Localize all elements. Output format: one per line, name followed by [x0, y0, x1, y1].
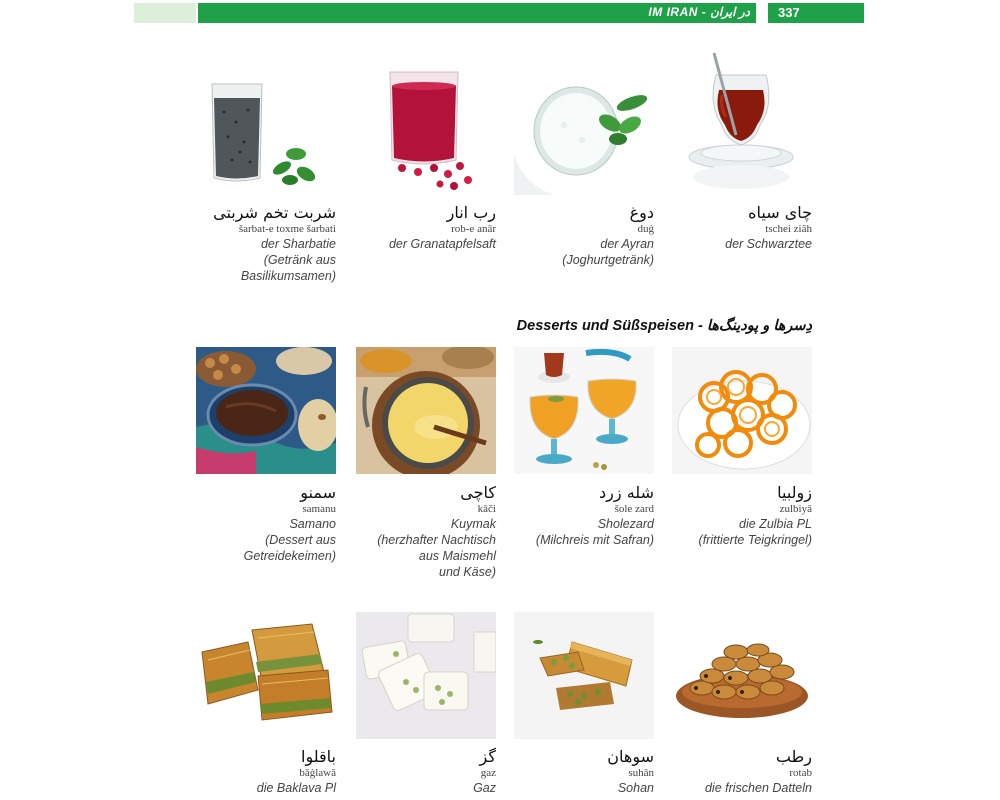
dessert-de-label: Kuymak (herzhafter Nachtisch aus Maismehl und Käse) [377, 517, 496, 579]
dessert-card-sohan [514, 748, 654, 796]
dessert-card-zulbia [672, 484, 812, 548]
drink-transliteration: tschei ziâh [765, 223, 812, 235]
dessert-de-label: die Baklava Pl [256, 781, 336, 795]
dessert-fa-label: رطب [775, 747, 812, 766]
kachi-image [356, 347, 496, 474]
drink-de-label: der Schwarztee [725, 237, 812, 251]
dessert-card-sholezard [514, 484, 654, 548]
dessert-transliteration: gaz [480, 767, 496, 779]
dessert-card-kachi [356, 484, 496, 580]
dessert-card-baklava [196, 748, 336, 796]
drink-de-label: der Ayran (Joghurtgetränk) [562, 237, 654, 267]
dessert-card-gaz [356, 748, 496, 796]
dessert-transliteration: kāči [477, 503, 496, 515]
samanu-image [196, 347, 336, 474]
dessert-transliteration: samanu [302, 503, 336, 515]
dessert-fa-label: سوهان [607, 747, 654, 766]
drink-fa-label: چای سیاه [748, 203, 812, 222]
dessert-fa-label: زولبیا [777, 483, 812, 502]
sohan-image [514, 612, 654, 739]
drink-fa-label: رب انار [446, 203, 496, 222]
dessert-fa-label: شله زرد [599, 483, 654, 502]
drink-card-doogh [514, 204, 654, 268]
gaz-image [356, 612, 496, 739]
dessert-transliteration: šole zard [614, 503, 654, 515]
drink-card-black-tea [672, 204, 812, 252]
header-title: IM IRAN - در ایران [648, 5, 750, 19]
dessert-transliteration: rotab [789, 767, 812, 779]
drink-de-label: der Sharbatie (Getränk aus Basilikumsamen) [240, 237, 336, 283]
dessert-fa-label: کاچی [460, 483, 496, 502]
dessert-fa-label: سمنو [300, 483, 336, 502]
drink-transliteration: rob-e anār [451, 223, 496, 235]
drink-card-sharbatie [196, 204, 336, 284]
drink-de-label: der Granatapfelsaft [388, 237, 496, 251]
dessert-de-label: Samano (Dessert aus Getreidekeimen) [243, 517, 336, 563]
zulbia-image [672, 347, 812, 474]
dessert-de-label: Gaz [473, 781, 496, 795]
dates-image [672, 612, 812, 739]
drink-transliteration: šarbat-e toxme šarbati [238, 223, 336, 235]
header-left-block [134, 3, 196, 23]
drink-fa-label: دوغ [629, 203, 654, 222]
page-number: 337 [778, 5, 800, 20]
page-number-box [768, 3, 864, 23]
sholezard-image [514, 347, 654, 474]
dessert-card-dates [672, 748, 812, 796]
pomegranate-juice-image [384, 68, 480, 192]
dessert-transliteration: suhān [628, 767, 654, 779]
dessert-fa-label: گز [479, 747, 496, 766]
dessert-de-label: die frischen Datteln [704, 781, 812, 795]
drink-card-pomegranate [356, 204, 496, 252]
doogh-image [514, 85, 654, 195]
header-bar [198, 3, 756, 23]
dessert-de-label: Sohan [617, 781, 654, 795]
drink-transliteration: duġ [637, 223, 654, 235]
dessert-card-samanu [196, 484, 336, 564]
dessert-transliteration: bāġlawā [299, 767, 336, 779]
section-title: Desserts und Süßspeisen - دِسرها و پودینگ‌ها [516, 318, 812, 334]
dessert-de-label: Sholezard (Milchreis mit Safran) [535, 517, 654, 547]
dessert-transliteration: zulbiyā [779, 503, 812, 515]
baklava-image [196, 612, 336, 739]
dessert-fa-label: باقلوا [301, 747, 336, 766]
drink-fa-label: شربت تخم شربتی [213, 203, 336, 222]
sharbatie-image [210, 82, 322, 190]
black-tea-image [686, 45, 796, 195]
dessert-de-label: die Zulbia PL (frittierte Teigkringel) [698, 517, 812, 547]
